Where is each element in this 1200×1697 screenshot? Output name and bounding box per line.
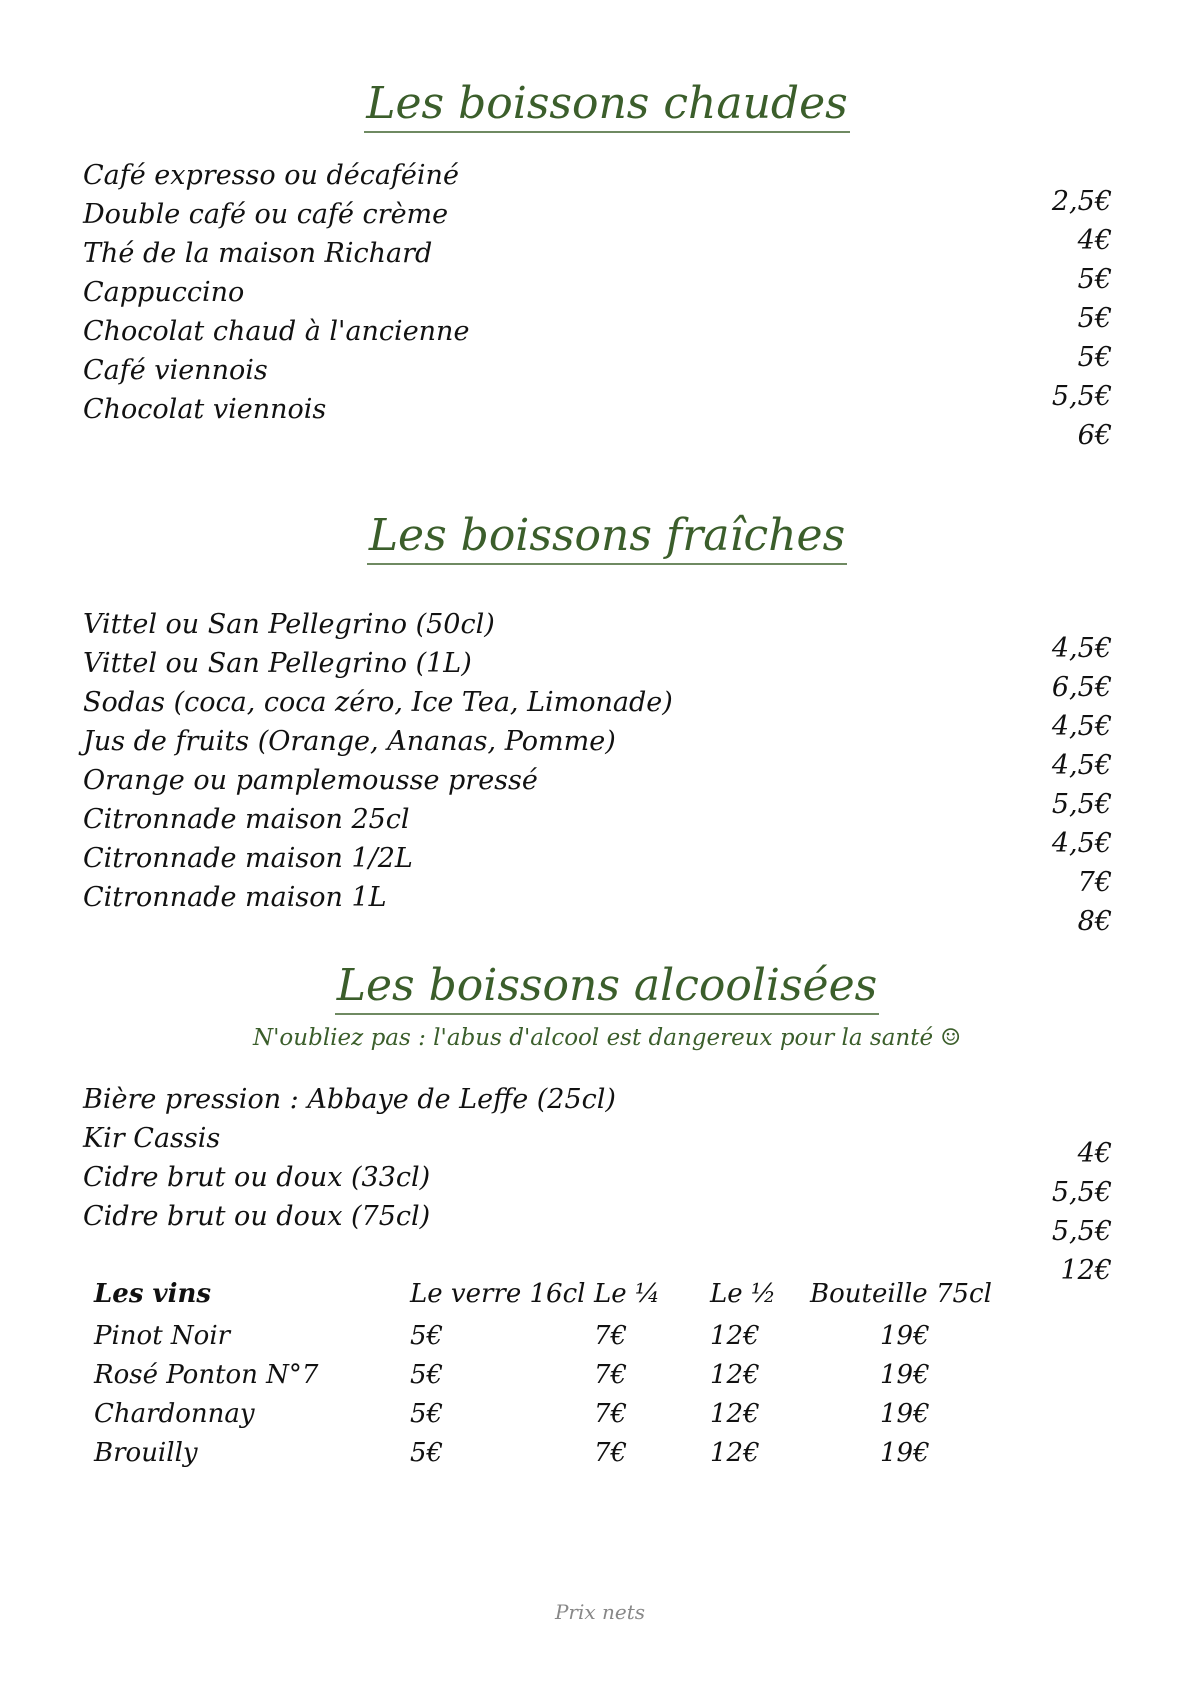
alcohol-warning: N'oubliez pas : l'abus d'alcool est dangereux pour la santé ☺ <box>252 1025 962 1051</box>
wine-price: 19€ <box>880 1399 930 1429</box>
menu-item-price: 12€ <box>1060 1255 1112 1286</box>
wine-price: 5€ <box>410 1438 444 1468</box>
wine-price: 7€ <box>594 1399 628 1429</box>
wine-name: Chardonnay <box>94 1399 255 1429</box>
section-title-text: Les boissons chaudes <box>364 78 849 133</box>
menu-item-price: 8€ <box>1077 906 1112 937</box>
menu-item-price: 5€ <box>1077 342 1112 373</box>
footer-note: Prix nets <box>554 1600 646 1620</box>
menu-item-price: 5,5€ <box>1051 789 1112 820</box>
menu-item-name: Bière pression : Abbaye de Leffe (25cl) <box>83 1084 616 1115</box>
menu-item-price: 4,5€ <box>1051 750 1112 781</box>
wine-price: 12€ <box>710 1360 760 1390</box>
menu-item-name: Vittel ou San Pellegrino (1L) <box>83 648 472 679</box>
menu-item-name: Double café ou café crème <box>83 199 449 230</box>
menu-item-price: 5,5€ <box>1051 1216 1112 1247</box>
menu-item-name: Thé de la maison Richard <box>83 238 433 269</box>
section-title-text: Les boissons alcoolisées <box>335 960 879 1015</box>
menu-item-name: Citronnade maison 25cl <box>83 804 410 835</box>
menu-item-name: Kir Cassis <box>83 1123 221 1154</box>
wine-price: 12€ <box>710 1399 760 1429</box>
wine-price: 5€ <box>410 1321 444 1351</box>
menu-item-name: Citronnade maison 1/2L <box>83 843 413 874</box>
menu-item-price: 4€ <box>1077 225 1112 256</box>
wine-price: 19€ <box>880 1321 930 1351</box>
wine-price: 7€ <box>594 1360 628 1390</box>
section-title <box>0 510 1200 561</box>
menu-item-price: 4,5€ <box>1051 633 1112 664</box>
menu-item-name: Citronnade maison 1L <box>83 882 387 913</box>
menu-item-name: Chocolat chaud à l'ancienne <box>83 316 470 347</box>
menu-item-name: Café viennois <box>83 355 268 386</box>
menu-item-name: Cidre brut ou doux (33cl) <box>83 1162 431 1193</box>
wine-name: Pinot Noir <box>94 1321 231 1351</box>
menu-item-price: 2,5€ <box>1051 186 1112 217</box>
menu-item-price: 6€ <box>1077 420 1112 451</box>
wine-header: Le ¼ <box>594 1279 661 1309</box>
wine-price: 12€ <box>710 1438 760 1468</box>
wine-price: 7€ <box>594 1321 628 1351</box>
menu-item-price: 6,5€ <box>1051 672 1112 703</box>
wine-price: 12€ <box>710 1321 760 1351</box>
menu-item-price: 5€ <box>1077 264 1112 295</box>
menu-item-price: 5,5€ <box>1051 381 1112 412</box>
wine-name: Brouilly <box>94 1438 198 1468</box>
menu-item-name: Chocolat viennois <box>83 394 327 425</box>
menu-item-name: Orange ou pamplemousse pressé <box>83 765 538 796</box>
wine-price: 19€ <box>880 1438 930 1468</box>
menu-item-name: Café expresso ou décaféiné <box>83 160 459 191</box>
menu-item-price: 4,5€ <box>1051 828 1112 859</box>
wine-header: Les vins <box>94 1279 212 1309</box>
wine-price: 5€ <box>410 1399 444 1429</box>
section-title <box>0 960 1200 1011</box>
section-title <box>0 78 1200 129</box>
menu-item-name: Vittel ou San Pellegrino (50cl) <box>83 609 495 640</box>
wine-price: 5€ <box>410 1360 444 1390</box>
wine-header: Bouteille 75cl <box>810 1279 992 1309</box>
menu-item-name: Jus de fruits (Orange, Ananas, Pomme) <box>83 726 616 757</box>
section-title-text: Les boissons fraîches <box>367 510 847 565</box>
menu-item-name: Cappuccino <box>83 277 245 308</box>
wine-price: 19€ <box>880 1360 930 1390</box>
menu-item-price: 5,5€ <box>1051 1177 1112 1208</box>
menu-item-price: 5€ <box>1077 303 1112 334</box>
wine-name: Rosé Ponton N°7 <box>94 1360 319 1390</box>
menu-item-name: Cidre brut ou doux (75cl) <box>83 1201 431 1232</box>
wine-header: Le verre 16cl <box>410 1279 586 1309</box>
menu-item-price: 4€ <box>1077 1138 1112 1169</box>
menu-item-name: Sodas (coca, coca zéro, Ice Tea, Limonade) <box>83 687 673 718</box>
wine-header: Le ½ <box>710 1279 777 1309</box>
wine-price: 7€ <box>594 1438 628 1468</box>
menu-item-price: 7€ <box>1077 867 1112 898</box>
menu-item-price: 4,5€ <box>1051 711 1112 742</box>
